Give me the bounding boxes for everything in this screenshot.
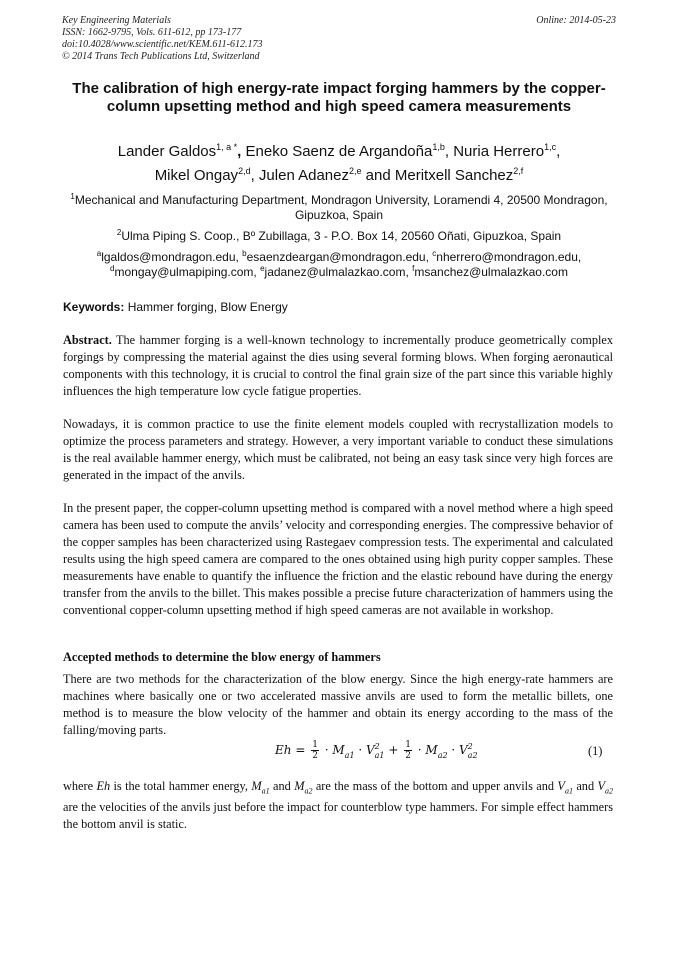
- eq-frac-den: 2: [405, 751, 411, 761]
- eq-sign: =: [291, 743, 310, 757]
- keywords-line: [63, 300, 288, 314]
- email-link[interactable]: jadanez@ulmalazkao.com,: [264, 265, 413, 279]
- affiliation-sup: 2: [116, 228, 122, 237]
- email-link[interactable]: msanchez@ulmalazkao.com: [414, 265, 568, 279]
- var-eh: Eh: [96, 779, 111, 793]
- keywords-text: Hammer forging, Blow Energy: [127, 300, 288, 314]
- eq-supsub: [468, 742, 478, 760]
- eq-sup-text: 2: [467, 741, 473, 751]
- var-m: M: [294, 779, 305, 793]
- text-run: and: [572, 779, 598, 793]
- var-v: V: [557, 779, 565, 793]
- affiliation-text: Ulma Piping S. Coop., Bº Zubillaga, 3 - P.O. Box 14, 20560 Oñati, Gipuzkoa, Spain: [121, 229, 562, 243]
- text-run: where: [63, 779, 97, 793]
- text-run: are the mass of the bottom and upper anvils and: [312, 779, 558, 793]
- eq-sup-text: 2: [374, 741, 380, 751]
- affiliation-2: [70, 229, 608, 244]
- email-sup: c: [432, 249, 437, 258]
- var-sub: a2: [304, 786, 313, 796]
- abstract-paragraph-1: [63, 332, 613, 400]
- abstract-paragraph-2: Nowadays, it is common practice to use the finite element models coupled with recrystallization models to optimize the process parameters and strategy. However, a very important variable to conduct these simulations is the real available hammer energy, which must be calibrated, not being an easy task since very high forces are generated in the impact of the anvils.: [63, 417, 613, 482]
- eq-velocity: V: [365, 743, 375, 757]
- doi-line[interactable]: doi:10.4028/www.scientific.net/KEM.611-612.173: [62, 39, 263, 50]
- eq-lhs: Eh: [275, 743, 292, 757]
- eq-mass: M: [332, 743, 345, 757]
- affiliation-text: Mechanical and Manufacturing Department, Mondragon University, Loramendi 4, 20500 Mondragon, Gipuzkoa, Spain: [74, 193, 608, 222]
- section-heading: Accepted methods to determine the blow energy of hammers: [63, 650, 381, 664]
- text-run: and: [269, 779, 295, 793]
- eq-sub: [345, 742, 355, 760]
- online-date: Online: 2014-05-23: [536, 15, 616, 26]
- eq-sub-text: a2: [437, 750, 448, 760]
- email-link[interactable]: mongay@ulmapiping.com,: [114, 265, 261, 279]
- eq-mass: M: [425, 743, 438, 757]
- eq-sub-text: a1: [344, 750, 355, 760]
- equation-expression: [275, 740, 478, 761]
- abstract-paragraph-3: In the present paper, the copper-column upsetting method is compared with a novel method where a high speed camera has been used to compute the anvils’ velocity and corresponding energies. The compressive behavior of the copper samples has been characterized using Rastegaev compression tests. The experimental and calculated results using the high speed camera are compared to the ones obtained using high purity copper samples. These measurements have enable to quantify the influence the friction and the elastic rebound have during the energy transfer from the anvils to the billet. This makes possible a precise future characterization of hammers using the conventional copper-column upsetting method if high speed cameras are not available in workshop.: [63, 501, 613, 617]
- eq-sub-text: a2: [467, 750, 478, 760]
- text-run: are the velocities of the anvils just before the impact for counterblow type hammers. For simple effect hammers the bottom anvil is static.: [63, 800, 613, 832]
- email-link[interactable]: lgaldos@mondragon.edu,: [101, 250, 243, 264]
- paragraph-text: The hammer forging is a well-known technology to incrementally produce geometrically complex forgings by compressing the material against the dies using several forming blows. When forging aeronautical components with this technology, it is crucial to control the final grain size of the part since this variable highly influences the high temperature low cycle fatigue properties.: [63, 333, 613, 398]
- email-sup: e: [260, 264, 265, 273]
- eq-sub-text: a1: [374, 750, 385, 760]
- equation-1: [0, 740, 678, 770]
- author-sup: 2,e: [349, 166, 362, 176]
- eq-plus: +: [384, 743, 403, 757]
- eq-frac-num: 1: [405, 740, 411, 750]
- section-paragraph-1: There are two methods for the characterization of the blow energy. Since the high energy-rate hammers are machines where basically one or two accelerated massive anvils are used to form the metallic billets, one method is to measure the blow velocity of the hammer and obtain its energy according to the mass of the falling/moving parts.: [63, 672, 613, 737]
- eq-frac-num: 1: [312, 740, 318, 750]
- affiliation-1: [70, 193, 608, 223]
- author-sup: 1,c: [544, 142, 557, 152]
- email-link[interactable]: esaenzdeargan@mondragon.edu,: [246, 250, 433, 264]
- eq-frac-den: 2: [312, 751, 318, 761]
- email-sup: a: [96, 249, 102, 258]
- copyright-line: © 2014 Trans Tech Publications Ltd, Switzerland: [62, 51, 260, 62]
- section-paragraph-2: [63, 778, 613, 833]
- author-list: Lander Galdos$^{1, a *}$, Eneko Saenz de Argandoña$^{1,b}$, Nuria Herrero$^{1,c}$, Mikel Ongay$^{2,d}$, Julen Adanez$^{2,e}$ and Meritxell Sanchez$^{2,f}$: [117, 142, 561, 184]
- keywords-label: Keywords:: [63, 300, 125, 314]
- var-sub: a1: [564, 786, 573, 796]
- eq-dot: ·: [320, 743, 333, 757]
- author-name: Meritxell Sanchez: [394, 167, 514, 184]
- eq-dot: ·: [354, 743, 366, 757]
- var-sub: a1: [261, 786, 270, 796]
- author-sup: 1, a *: [216, 142, 238, 152]
- var-m: M: [251, 779, 262, 793]
- var-sub: a2: [605, 786, 614, 796]
- eq-dot: ·: [447, 743, 459, 757]
- author-sup: 1,b: [432, 142, 445, 152]
- eq-sub: [438, 742, 448, 760]
- author-sup: 2,d: [238, 166, 251, 176]
- paper-title: The calibration of high energy-rate impact forging hammers by the copper-column upsetting method and high speed camera measurements: [72, 80, 606, 115]
- eq-fraction: [404, 740, 412, 761]
- email-link[interactable]: nherrero@mondragon.edu,: [436, 250, 582, 264]
- eq-velocity: V: [459, 743, 468, 757]
- equation-number: (1): [588, 744, 603, 758]
- author-name: Eneko Saenz de Argandoña: [245, 143, 433, 160]
- email-sup: d: [110, 264, 115, 273]
- eq-fraction: [311, 740, 319, 761]
- eq-supsub: [375, 742, 385, 760]
- author-name: Julen Adanez: [258, 167, 349, 184]
- email-list: [70, 250, 608, 280]
- affiliation-sup: 1: [70, 192, 75, 201]
- email-sup: b: [242, 249, 247, 258]
- text-run: is the total hammer energy,: [110, 779, 252, 793]
- email-sup: f: [412, 264, 415, 273]
- author-name: Mikel Ongay: [154, 167, 239, 184]
- journal-header: [62, 15, 616, 63]
- author-name: Nuria Herrero: [453, 143, 545, 160]
- var-v: V: [597, 779, 606, 793]
- journal-name: Key Engineering Materials: [62, 15, 171, 26]
- eq-dot: ·: [413, 743, 426, 757]
- issn-line: ISSN: 1662-9795, Vols. 611-612, pp 173-177: [62, 27, 242, 38]
- author-name: Lander Galdos: [117, 143, 217, 160]
- author-sup: 2,f: [513, 166, 524, 176]
- abstract-label: Abstract.: [63, 333, 112, 347]
